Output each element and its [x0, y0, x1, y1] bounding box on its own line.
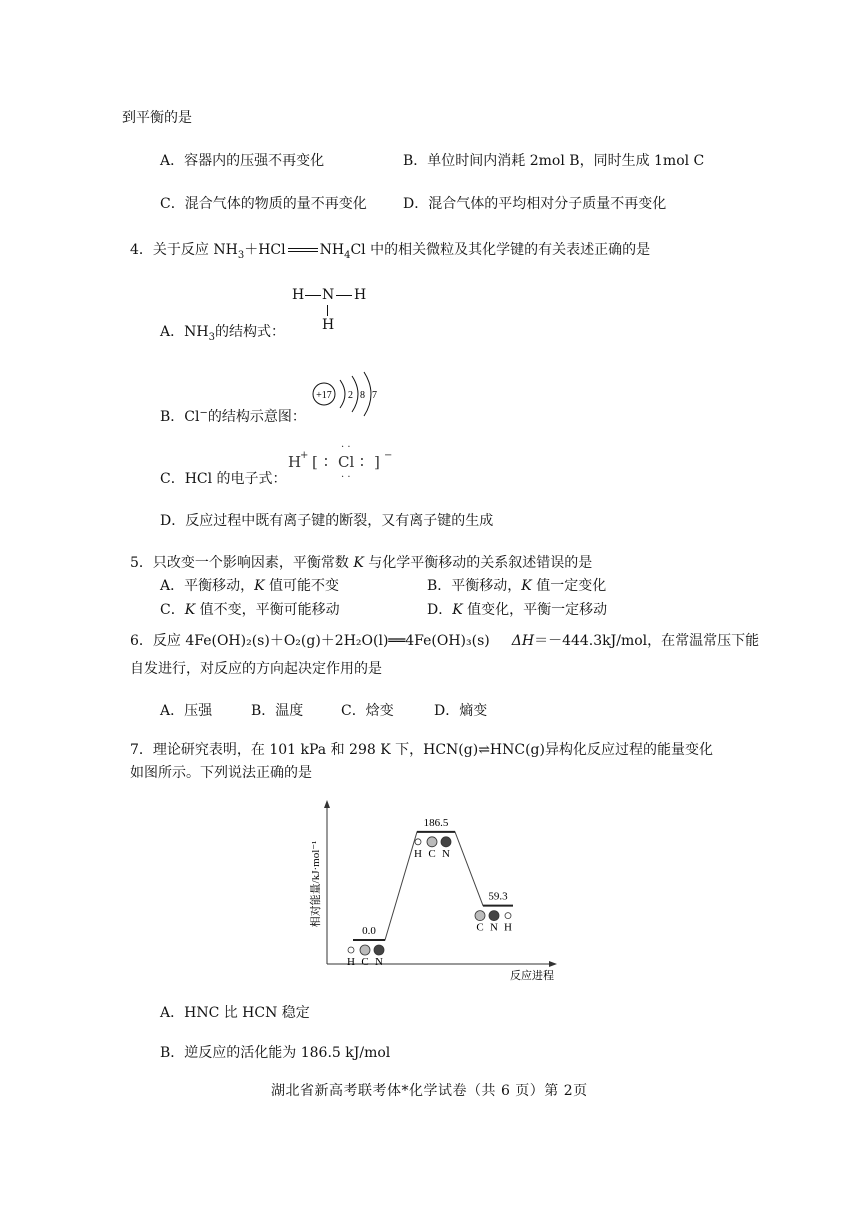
- struct-n: N: [322, 287, 335, 303]
- q4-option-a: [160, 322, 285, 342]
- q4-stem: [130, 240, 650, 260]
- nh3-structure: [292, 285, 372, 335]
- atom-label-0-2: N: [375, 956, 383, 968]
- atom-label-2-2: H: [504, 921, 512, 934]
- atom-label-1-1: C: [428, 847, 436, 860]
- shell-count-1: 2: [348, 390, 353, 401]
- q5-b-prefix: B．平衡移动，: [427, 578, 522, 594]
- edot-minus: −: [384, 450, 393, 461]
- q7-option-b: B．逆反应的活化能为 186.5 kJ/mol: [160, 1045, 391, 1061]
- q5-a-suffix: 值可能不变: [269, 578, 340, 594]
- q4-optA-sub: 3: [208, 331, 215, 343]
- q5-d-prefix: D．: [427, 602, 453, 618]
- x-axis-label: 反应进程: [510, 970, 554, 982]
- edot-left-bracket: [: [312, 453, 318, 471]
- edot-colon-right: ∶: [360, 453, 364, 471]
- q4-sub4: 4: [344, 249, 351, 261]
- atom-label-0-1: C: [361, 956, 369, 968]
- q4-stem-suffix: Cl 中的相关微粒及其化学键的有关表述正确的是: [350, 242, 651, 258]
- edot-plus: +: [300, 450, 309, 461]
- x-axis-arrow: [549, 961, 557, 967]
- q7-option-a: A．HNC 比 HCN 稳定: [160, 1005, 310, 1021]
- q6-option-d: D．熵变: [434, 703, 488, 719]
- q5-stem: [130, 553, 592, 573]
- q5-d-k: K: [452, 602, 463, 618]
- edot-colon-left: ∶: [324, 453, 328, 471]
- edot-bottom-dots: · ·: [341, 472, 351, 483]
- q5-b-k: K: [521, 578, 532, 594]
- shell-count-3: 7: [372, 390, 377, 401]
- edot-right-bracket: ]: [374, 453, 380, 471]
- atom-ball-0-2: [374, 945, 384, 955]
- q5-c-k: K: [184, 602, 196, 618]
- q4-option-b: [160, 407, 306, 427]
- q3-stem-tail: 到平衡的是: [122, 110, 192, 126]
- q5-stem-b: 与化学平衡移动的关系叙述错误的是: [368, 555, 593, 571]
- q4-sub3: 3: [237, 249, 245, 261]
- q4-optB-prefix: B．Cl: [160, 409, 200, 425]
- q4-optA-prefix: A．NH: [160, 324, 209, 340]
- energy-label-1: 186.5: [423, 816, 449, 829]
- q5-b-suffix: 值一定变化: [536, 578, 607, 594]
- q6-dh-label: ΔH: [511, 633, 535, 649]
- atom-ball-0-1: [360, 945, 370, 955]
- hcl-electron-formula: [288, 438, 408, 488]
- q6-option-b: B．温度: [251, 703, 304, 719]
- q4-stem-mid1: ＋HCl: [244, 242, 286, 258]
- energy-label-2: 59.3: [488, 890, 508, 903]
- q5-k: K: [353, 555, 364, 571]
- q3-option-a: A．容器内的压强不再变化: [160, 153, 325, 169]
- atom-ball-1-0: [415, 839, 421, 845]
- q7-stem-line1: 7．理论研究表明，在 101 kPa 和 298 K 下，HCN(g)⇌HNC(g)异构化反应过程的能量变化: [130, 742, 713, 758]
- atom-label-0-0: H: [347, 956, 355, 968]
- q5-option-a: [160, 576, 339, 596]
- atom-label-1-0: H: [414, 847, 422, 860]
- q5-c-prefix: C．: [160, 602, 185, 618]
- q5-c-suffix: 值不变，平衡可能移动: [199, 602, 340, 618]
- q5-d-suffix: 值变化，平衡一定移动: [467, 602, 608, 618]
- q4-option-c: C．HCl 的电子式：: [160, 471, 287, 487]
- atom-ball-2-0: [475, 911, 485, 921]
- edot-h: H: [288, 453, 302, 471]
- energy-profile-chart: [305, 798, 565, 984]
- q4-stem-prefix: 4．关于反应 NH: [130, 242, 238, 258]
- q7-stem-line2: 如图所示。下列说法正确的是: [130, 765, 312, 781]
- q5-a-k: K: [254, 578, 265, 594]
- q6-equation: 6．反应 4Fe(OH)₂(s)＋O₂(g)＋2H₂O(l)══4Fe(OH)₃(s): [130, 633, 490, 649]
- q6-option-c: C．焓变: [341, 703, 394, 719]
- atom-label-2-1: N: [490, 921, 498, 934]
- energy-label-0: 0.0: [362, 925, 376, 937]
- q5-a-prefix: A．平衡移动，: [160, 578, 255, 594]
- page-footer: 湖北省新高考联考体*化学试卷（共 6 页）第 2页: [271, 1083, 588, 1099]
- q6-stem-line1: [130, 631, 759, 651]
- q5-stem-a: 5．只改变一个影响因素，平衡常数: [130, 555, 349, 571]
- edot-top-dots: · ·: [341, 442, 351, 453]
- q4-stem-mid2: NH: [319, 242, 345, 258]
- shell-arc-1: [340, 380, 345, 408]
- q5-option-c: [160, 600, 340, 620]
- q5-option-b: [427, 576, 606, 596]
- atom-label-2-0: C: [476, 921, 484, 934]
- q6-dh-value: ＝－444.3kJ/mol，在常温常压下能: [534, 633, 760, 649]
- struct-h-bottom: H: [322, 317, 335, 333]
- shell-count-2: 8: [360, 390, 365, 401]
- edot-cl: Cl: [338, 453, 355, 471]
- q6-option-a: A．压强: [160, 703, 213, 719]
- atom-ball-1-2: [441, 837, 451, 847]
- atom-label-1-2: N: [442, 847, 450, 860]
- q5-option-d: [427, 600, 607, 620]
- nucleus-charge: +17: [316, 390, 332, 401]
- atom-ball-2-2: [505, 913, 511, 919]
- y-axis-arrow: [324, 800, 330, 808]
- q4-option-d: D．反应过程中既有离子键的断裂，又有离子键的生成: [160, 513, 494, 529]
- q3-option-d: D．混合气体的平均相对分子质量不再变化: [403, 196, 667, 212]
- bond-left: [305, 295, 321, 296]
- q6-stem-line2: 自发进行，对反应的方向起决定作用的是: [130, 661, 382, 677]
- atom-ball-0-0: [348, 947, 354, 953]
- shell-arc-3: [364, 372, 371, 416]
- q3-option-c: C．混合气体的物质的量不再变化: [160, 196, 367, 212]
- q4-optB-suffix: 的结构示意图：: [207, 409, 306, 425]
- q3-option-b: B．单位时间内消耗 2mol B，同时生成 1mol C: [403, 153, 705, 169]
- atom-ball-1-1: [427, 837, 437, 847]
- cl-ion-structure-diagram: [310, 370, 390, 420]
- struct-h-right: H: [354, 287, 367, 303]
- y-axis-label: 相对能量/kJ·mol⁻¹: [310, 840, 322, 928]
- q4-optA-suffix: 的结构式：: [214, 324, 285, 340]
- struct-h-left: H: [292, 287, 305, 303]
- atom-ball-2-1: [489, 911, 499, 921]
- q4-optB-sup: −: [199, 407, 208, 419]
- equals-sign: [288, 248, 318, 252]
- bond-right: [336, 295, 352, 296]
